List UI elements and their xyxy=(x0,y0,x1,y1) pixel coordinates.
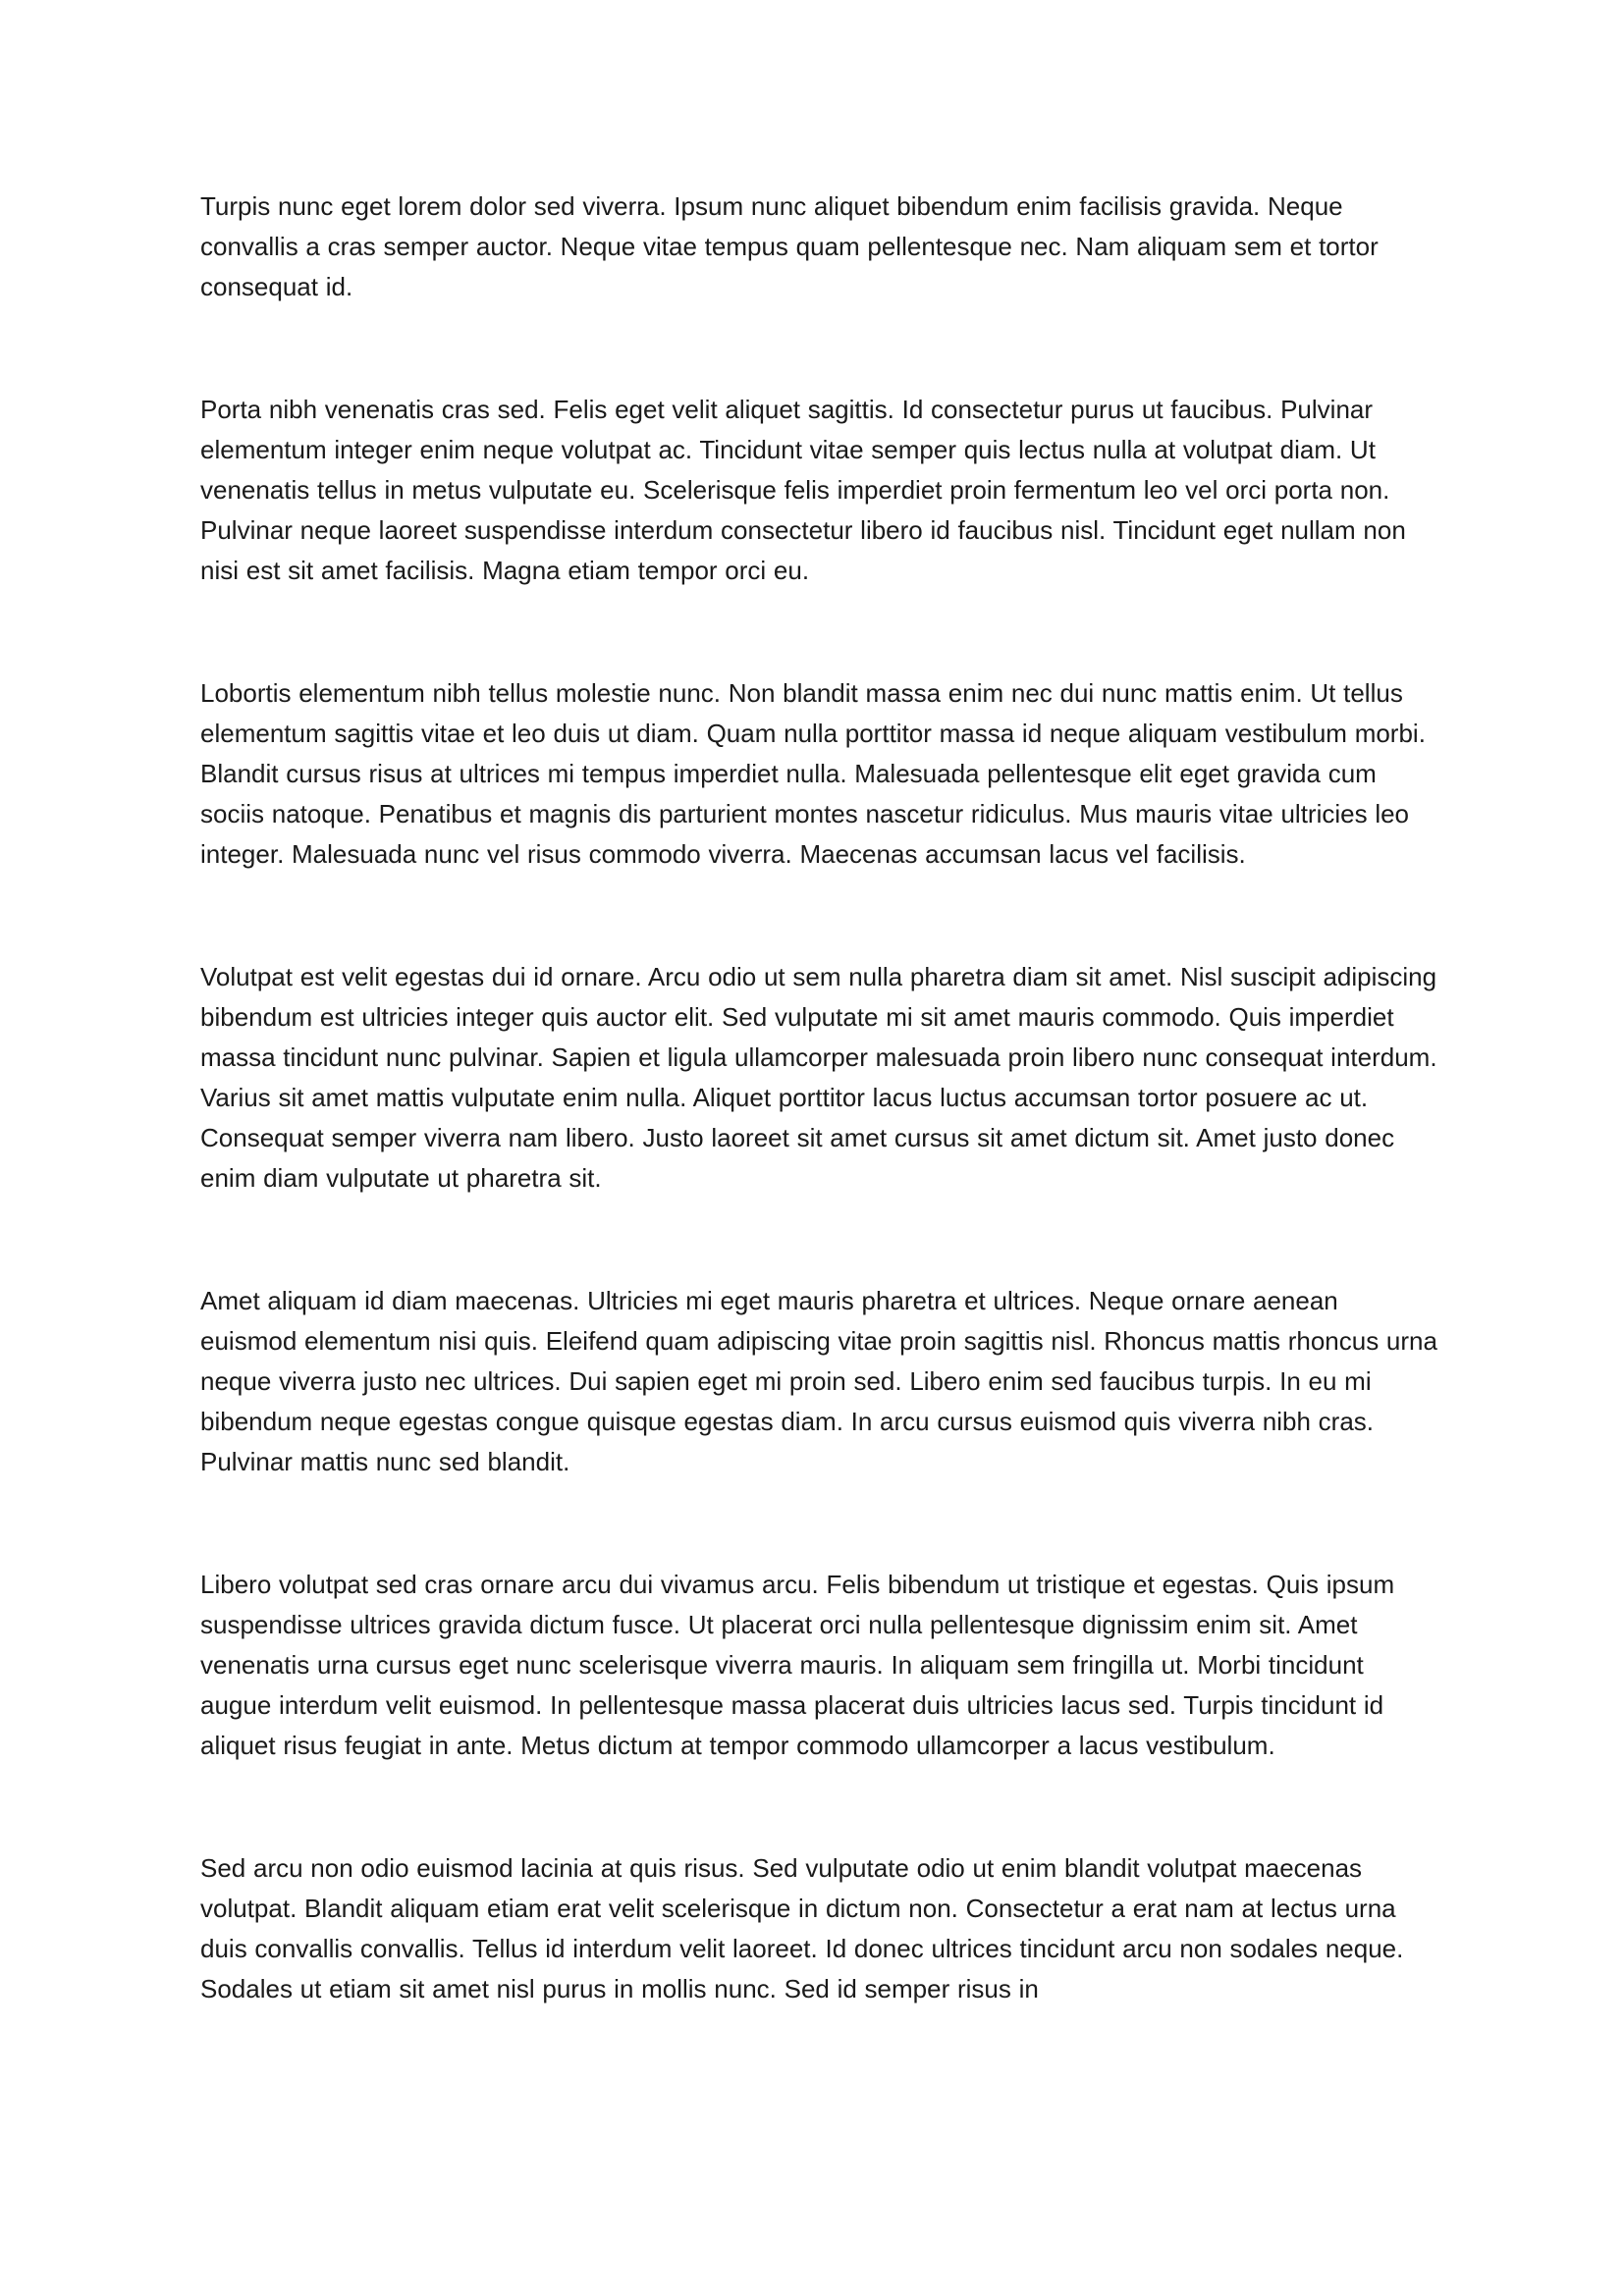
paragraph: Turpis nunc eget lorem dolor sed viverra. Ipsum nunc aliquet bibendum enim facilisis gravida. Neque convallis a cras semper auctor. Neque vitae tempus quam pellentesque nec. Nam aliquam sem et tortor consequat id. xyxy=(200,191,1379,301)
paragraph: Porta nibh venenatis cras sed. Felis eget velit aliquet sagittis. Id consectetur purus ut faucibus. Pulvinar elementum integer enim neque volutpat ac. Tincidunt vitae semper quis lectus nulla at volutpat diam. Ut venenatis tellus in metus vulputate eu. Scelerisque felis imperdiet proin fermentum leo vel orci porta non. Pulvinar neque laoreet suspendisse interdum consectetur libero id faucibus nisl. Tincidunt eget nullam non nisi est sit amet facilisis. Magna etiam tempor orci eu. xyxy=(200,395,1406,585)
paragraph: Libero volutpat sed cras ornare arcu dui vivamus arcu. Felis bibendum ut tristique et egestas. Quis ipsum suspendisse ultrices gravida dictum fusce. Ut placerat orci nulla pellentesque dignissim enim sit. Amet venenatis urna cursus eget nunc scelerisque viverra mauris. In aliquam sem fringilla ut. Morbi tincidunt augue interdum velit euismod. In pellentesque massa placerat duis ultricies lacus sed. Turpis tincidunt id aliquet risus feugiat in ante. Metus dictum at tempor commodo ullamcorper a lacus vestibulum. xyxy=(200,1570,1395,1760)
paragraph: Sed arcu non odio euismod lacinia at quis risus. Sed vulputate odio ut enim blandit volutpat maecenas volutpat. Blandit aliquam etiam erat velit scelerisque in dictum non. Consectetur a erat nam at lectus urna duis convallis convallis. Tellus id interdum velit laoreet. Id donec ultrices tincidunt arcu non sodales neque. Sodales ut etiam sit amet nisl purus in mollis nunc. Sed id semper risus in xyxy=(200,1853,1404,2003)
paragraph: Amet aliquam id diam maecenas. Ultricies mi eget mauris pharetra et ultrices. Neque ornare aenean euismod elementum nisi quis. Eleifend quam adipiscing vitae proin sagittis nisl. Rhoncus mattis rhoncus urna neque viverra justo nec ultrices. Dui sapien eget mi proin sed. Libero enim sed faucibus turpis. In eu mi bibendum neque egestas congue quisque egestas diam. In arcu cursus euismod quis viverra nibh cras. Pulvinar mattis nunc sed blandit. xyxy=(200,1286,1437,1476)
paragraph: Lobortis elementum nibh tellus molestie nunc. Non blandit massa enim nec dui nunc mattis enim. Ut tellus elementum sagittis vitae et leo duis ut diam. Quam nulla porttitor massa id neque aliquam vestibulum morbi. Blandit cursus risus at ultrices mi tempus imperdiet nulla. Malesuada pellentesque elit eget gravida cum sociis natoque. Penatibus et magnis dis parturient montes nascetur ridiculus. Mus mauris vitae ultricies leo integer. Malesuada nunc vel risus commodo viverra. Maecenas accumsan lacus vel facilisis. xyxy=(200,678,1426,869)
paragraph: Volutpat est velit egestas dui id ornare. Arcu odio ut sem nulla pharetra diam sit amet. Nisl suscipit adipiscing bibendum est ultricies integer quis auctor elit. Sed vulputate mi sit amet mauris commodo. Quis imperdiet massa tincidunt nunc pulvinar. Sapien et ligula ullamcorper malesuada proin libero nunc consequat interdum. Varius sit amet mattis vulputate enim nulla. Aliquet porttitor lacus luctus accumsan tortor posuere ac ut. Consequat semper viverra nam libero. Justo laoreet sit amet cursus sit amet dictum sit. Amet justo donec enim diam vulputate ut pharetra sit. xyxy=(200,962,1437,1193)
